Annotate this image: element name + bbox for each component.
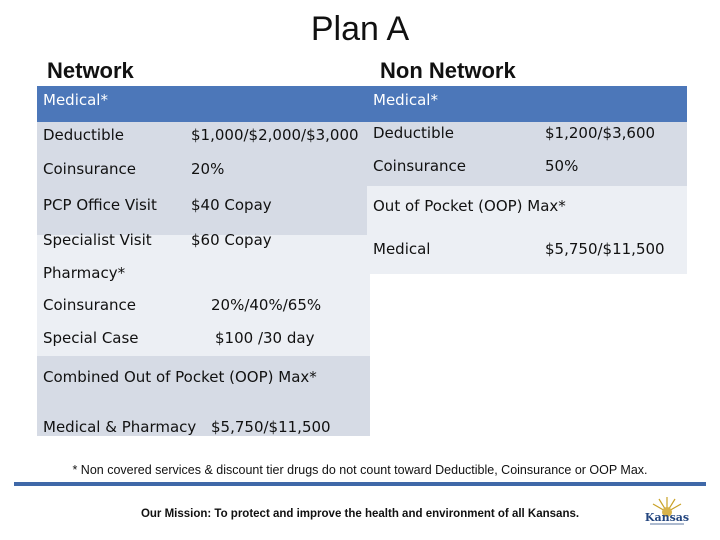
table-row	[373, 124, 687, 144]
table-row	[43, 160, 373, 180]
page-title: Plan A	[310, 10, 410, 48]
row-label: PCP Office Visit	[43, 196, 157, 214]
network-medical-header: Medical*	[37, 86, 370, 122]
row-value: $5,750/$11,500	[545, 240, 665, 258]
row-label: Coinsurance	[43, 296, 136, 314]
svg-text:Kansas: Kansas	[644, 511, 690, 524]
table-row	[373, 240, 687, 260]
non-network-medical-header: Medical*	[367, 86, 687, 122]
oop-header: Out of Pocket (OOP) Max*	[373, 197, 566, 215]
row-value: $60 Copay	[191, 231, 272, 249]
kansas-sunrise-logo-icon	[640, 494, 694, 528]
row-label: Special Case	[43, 329, 139, 347]
table-row	[43, 418, 373, 438]
mission-statement: Our Mission: To protect and improve the health and environment of all Kansans.	[140, 508, 580, 520]
table-row	[43, 231, 373, 251]
row-value: $5,750/$11,500	[211, 418, 331, 436]
non-network-table	[367, 86, 687, 274]
row-label: Coinsurance	[373, 157, 466, 175]
footer-divider	[14, 482, 706, 486]
row-value: 20%/40%/65%	[211, 296, 322, 314]
table-row	[43, 329, 373, 349]
pharmacy-header: Pharmacy*	[43, 264, 126, 282]
row-label: Coinsurance	[43, 160, 136, 178]
row-label: Deductible	[373, 124, 455, 142]
row-value: $100 /30 day	[215, 329, 315, 347]
network-heading: Network	[47, 58, 134, 83]
row-value: 50%	[545, 157, 579, 175]
non-network-heading: Non Network	[380, 58, 516, 83]
oop-header: Combined Out of Pocket (OOP) Max*	[43, 368, 317, 386]
row-label: Deductible	[43, 126, 125, 144]
row-value: $1,200/$3,600	[545, 124, 656, 142]
row-value: $1,000/$2,000/$3,000	[191, 126, 359, 144]
row-label: Specialist Visit	[43, 231, 152, 249]
table-row	[43, 126, 373, 146]
network-table	[37, 86, 370, 436]
table-row	[373, 157, 687, 177]
table-row	[43, 296, 373, 316]
row-value: 20%	[191, 160, 225, 178]
row-label: Medical & Pharmacy	[43, 418, 197, 436]
row-label: Medical	[373, 240, 431, 258]
footnote: * Non covered services & discount tier drugs do not count toward Deductible, Coinsurance or OOP Max.	[72, 463, 648, 477]
table-row	[43, 196, 373, 216]
row-value: $40 Copay	[191, 196, 272, 214]
